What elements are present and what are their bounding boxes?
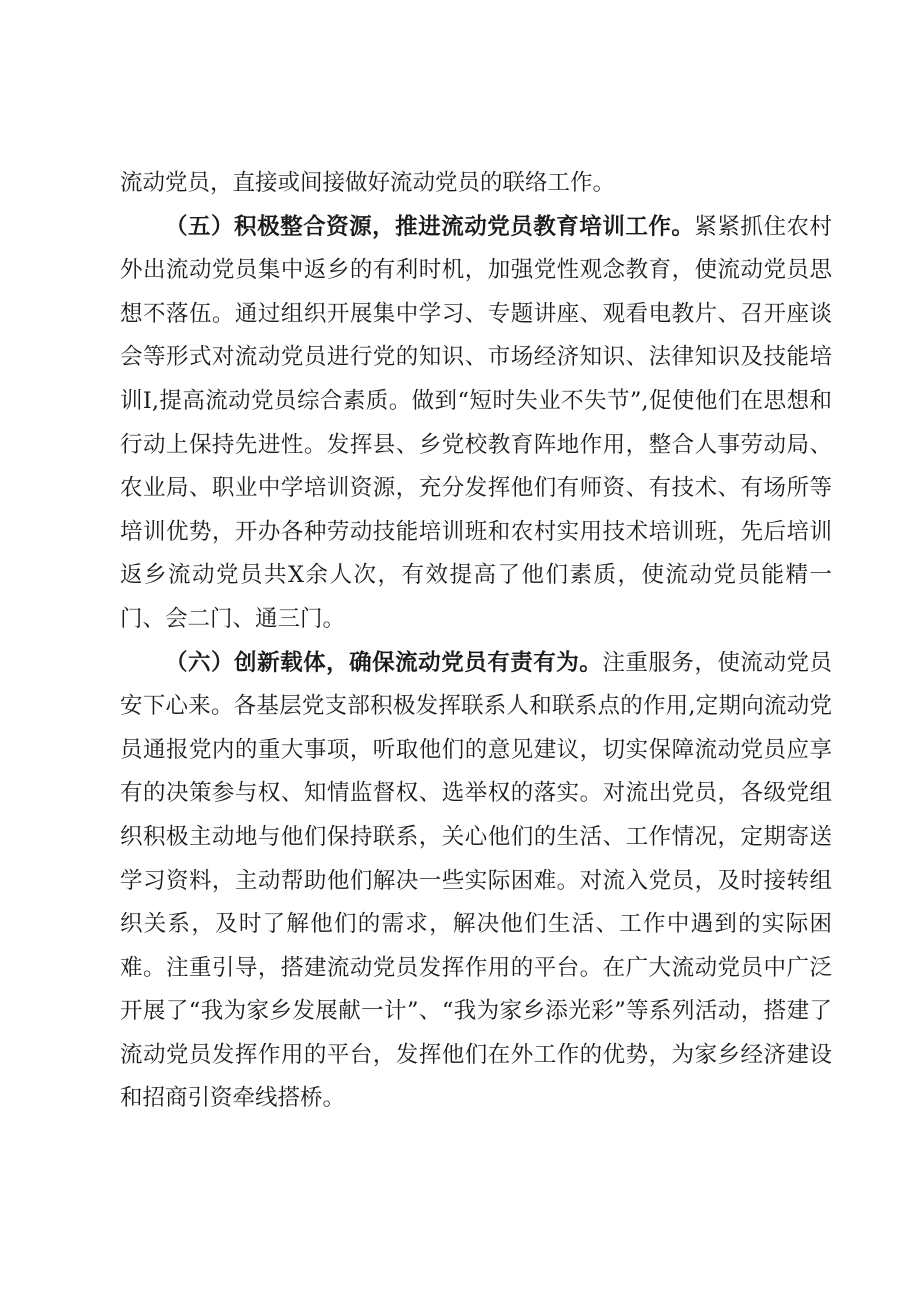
document-body: [120, 162, 832, 1121]
paragraph-2-heading: （五）积极整合资源，推进流动党员教育培训工作。: [165, 213, 695, 240]
paragraph-3-heading: （六）创新载体，确保流动党员有责有为。: [165, 649, 603, 676]
paragraph-continuation: [120, 162, 832, 206]
paragraph-education-training: [120, 206, 832, 642]
paragraph-2-body: 紧紧抓住农村外出流动党员集中返乡的有利时机，加强党性观念教育，使流动党员思想不落伍。通过组织开展集中学习、专题讲座、观看电教片、召开座谈会等形式对流动党员进行党的知识、市场经济知识、法律知识及技能培训I,提高流动党员综合素质。做到“短时失业不失节”,促使他们在思想和行动上保持先进性。发挥县、乡党校教育阵地作用，整合人事劳动局、农业局、职业中学培训资源，充分发挥他们有师资、有技术、有场所等培训优势，开办各种劳动技能培训班和农村实用技术培训班，先后培训返乡流动党员共X余人次，有效提高了他们素质，使流动党员能精一门、会二门、通三门。: [120, 213, 832, 632]
paragraph-innovation-carrier: [120, 642, 832, 1122]
paragraph-1-text: 流动党员，直接或间接做好流动党员的联络工作。: [120, 170, 616, 196]
paragraph-3-body: 注重服务，使流动党员安下心来。各基层党支部积极发挥联系人和联系点的作用,定期向流动党员通报党内的重大事项，听取他们的意见建议，切实保障流动党员应享有的决策参与权、知情监督权、选举权的落实。对流出党员，各级党组织积极主动地与他们保持联系，关心他们的生活、工作情况，定期寄送学习资料，主动帮助他们解决一些实际困难。对流入党员，及时接转组织关系，及时了解他们的需求，解决他们生活、工作中遇到的实际困难。注重引导，搭建流动党员发挥作用的平台。在广大流动党员中广泛开展了“我为家乡发展献一计”、“我为家乡添光彩”等系列活动，搭建了流动党员发挥作用的平台，发挥他们在外工作的优势，为家乡经济建设和招商引资牵线搭桥。: [120, 649, 832, 1112]
